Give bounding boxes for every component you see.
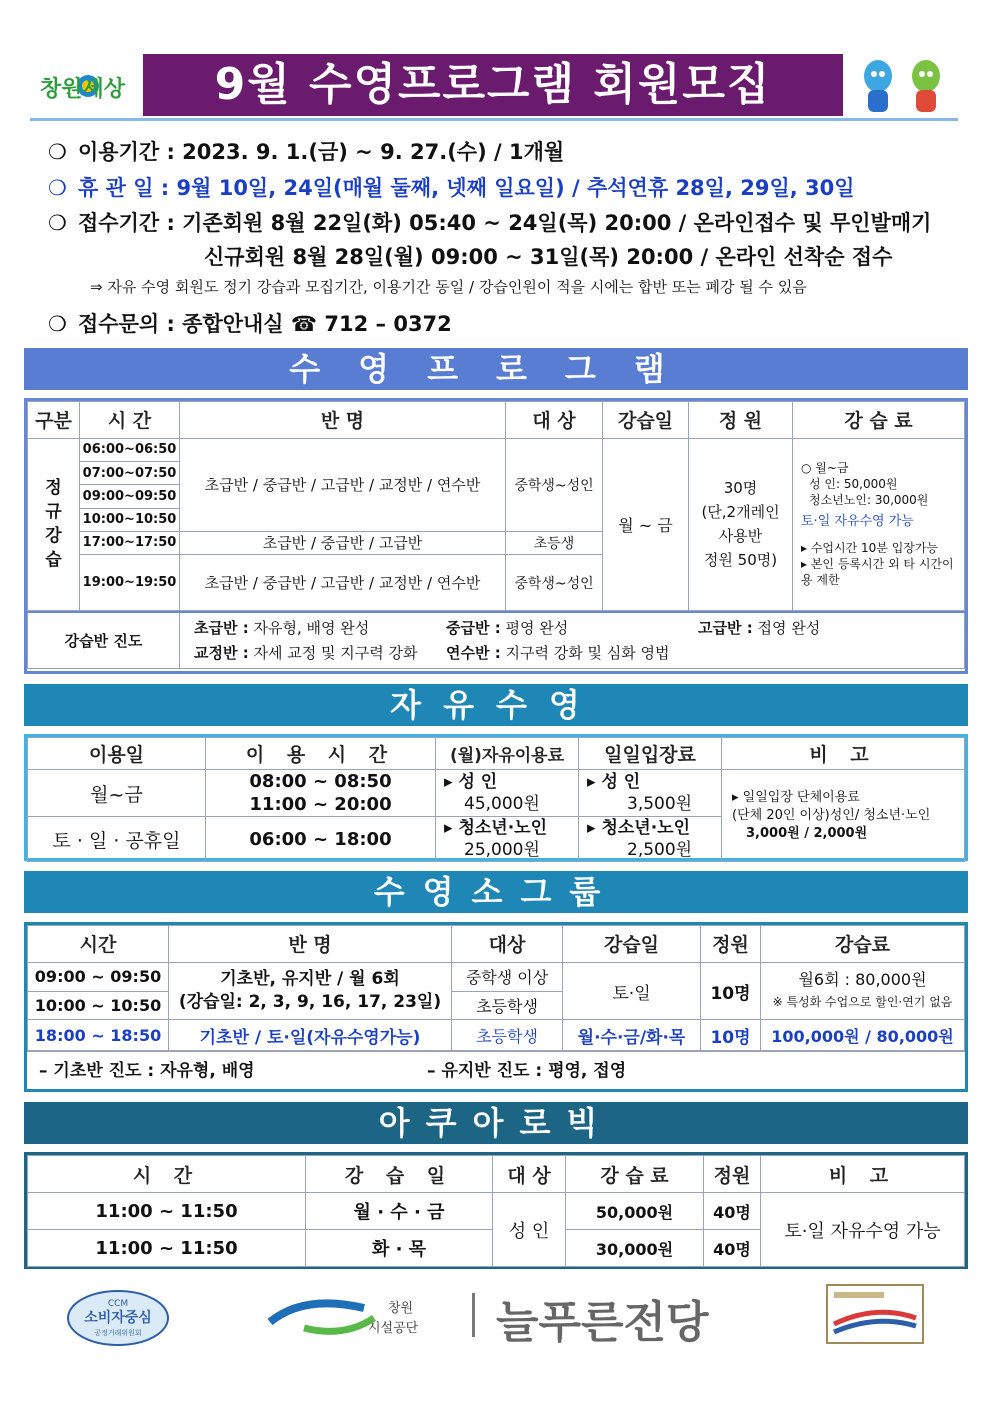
youth-month-fee: 25,000원 [464,840,540,860]
adult-day-fee: 3,500원 [627,794,693,814]
col-days: 강습일 [603,402,689,439]
group-days1: 토·일 [563,962,701,1019]
group-time1: 09:00 ~ 09:50 [28,962,169,991]
progress-label: 강습반 진도 [28,612,180,669]
service-quality-mark [826,1284,924,1344]
time-slot: 19:00~19:50 [80,555,180,611]
swim-program-heading: 수영프로그램 [24,348,968,390]
time-slot: 10:00~10:50 [80,508,180,531]
aqua-note: 토·일 자유수영 가능 [761,1193,965,1267]
aqua-fee2: 30,000원 [566,1230,704,1267]
col-fee: 강 습 료 [793,402,965,439]
maintain-progress: – 유지반 진도 : 평영, 접영 [427,1061,627,1081]
progress-value: 평영 완성 [505,618,569,637]
col-note: 비 고 [722,738,965,770]
corp-logo [264,1288,464,1348]
time-slot: 17:00~17:50 [80,531,180,554]
aqua-table [24,1152,968,1269]
brand-name: 늘푸른전당 [496,1297,709,1348]
col-capacity: 정 원 [689,402,793,439]
group-fee1-note: ※ 특성화 수업으로 할인·연기 없음 [772,995,953,1010]
fee-note2: ▸ 본인 등록시간 외 타 시간이용 제한 [801,557,954,588]
col-day: 이용일 [28,738,206,770]
col-time: 이 용 시 간 [206,738,436,770]
weekday-label: 월~금 [28,770,206,817]
time-slot: 07:00~07:50 [80,461,180,484]
group-fee1: 월6회 : 80,000원 [798,970,927,990]
adult-daily [579,770,722,817]
col-category: 구분 [28,402,80,439]
progress-key: 교정반 : [194,643,249,662]
col-capacity: 정원 [701,926,761,963]
group-note2: (단체 20인 이상)성인/ 청소년·노인 [732,807,931,823]
weekday-time2: 11:00 ~ 20:00 [249,794,392,815]
fee-weekend: 토·일 자유수영 가능 [801,514,914,530]
bullet-icon: ❍ [48,211,67,235]
bullet-icon: ❍ [48,176,67,200]
corp-name2: 시설공단 [368,1321,419,1336]
col-class: 반 명 [180,402,506,439]
small-group-heading: 수영소그룹 [24,871,968,913]
group-progress [27,1051,965,1090]
progress-key: 초급반 : [194,618,249,637]
target-c: 중학생~성인 [506,555,603,611]
weekday-times [206,770,436,817]
adult-month-fee: 45,000원 [464,794,540,814]
fee-youth: 청소년노인: 30,000원 [809,493,929,508]
reception-new: 신규회원 8월 28일(월) 09:00 ~ 31일(목) 20:00 / 온라인 선착순 접수 [204,245,893,269]
col-monthly: (월)자유이용료 [436,738,579,770]
ccm-top: CCM [107,1299,129,1309]
weekday-time1: 08:00 ~ 08:50 [249,771,392,792]
mascot-image [854,52,954,118]
group-days3: 월·수·금/화·목 [563,1020,701,1051]
col-fee: 강습료 [761,926,965,963]
aqua-fee1: 50,000원 [566,1193,704,1230]
time-slot: 09:00~09:50 [80,485,180,508]
youth-daily [579,817,722,862]
progress-value: 접영 완성 [757,618,821,637]
regular-class-label: 정규강습 [28,438,80,610]
info-inquiry [48,308,452,338]
inquiry-text: 접수문의 : 종합안내실 ☎ 712 – 0372 [78,312,452,336]
group-cap3: 10명 [701,1020,761,1051]
youth-label: ▸ 청소년·노인 [444,818,548,838]
progress-key: 중급반 : [446,618,501,637]
progress-value: 자유형, 배영 완성 [253,618,370,637]
swim-program-table [24,398,968,674]
reception-note: ⇒ 자유 수영 회원도 정기 강습과 모집기간, 이용기간 동일 / 강습인원이 적을 시에는 합반 또는 폐강 될 수 있음 [90,278,807,296]
weekend-time: 06:00 ~ 18:00 [206,817,436,862]
days-weekday: 월 ~ 금 [603,438,689,610]
class-list-a: 초급반 / 중급반 / 고급반 / 교정반 / 연수반 [180,438,506,531]
group-target3: 초등학생 [452,1020,563,1051]
logo-text: 창원세상 [40,77,126,102]
aqua-heading: 아쿠아로빅 [24,1102,968,1144]
group-class3: 기초반 / 토·일(자유수영가능) [169,1020,452,1051]
col-time: 시 간 [28,1156,306,1193]
info-period [48,136,564,166]
free-swim-heading: 자유수영 [24,684,968,726]
col-target: 대 상 [493,1156,566,1193]
fee-cell [793,438,965,610]
youth-label: ▸ 청소년·노인 [587,818,691,838]
weekend-label: 토 · 일 · 공휴일 [28,817,206,862]
col-time: 시간 [28,926,169,963]
group-time2: 10:00 ~ 10:50 [28,991,169,1020]
col-note: 비 고 [761,1156,965,1193]
aqua-time2: 11:00 ~ 11:50 [28,1230,306,1267]
group-fee1-cell [761,962,965,1019]
aqua-days1: 월 · 수 · 금 [306,1193,493,1230]
corp-name1: 창원 [388,1301,414,1316]
group-class1-name: 기초반, 유지반 / 월 6회 [220,969,400,990]
col-time: 시 간 [80,402,180,439]
info-reception [48,207,931,237]
group-cap1: 10명 [701,962,761,1019]
progress-key: 고급반 : [698,618,753,637]
closed-text: 휴 관 일 : 9월 10일, 24일(매월 둘째, 넷째 일요일) / 추석연휴 28일, 29일, 30일 [78,176,855,200]
ccm-main: 소비자중심 [84,1310,152,1326]
fee-adult: 성 인: 50,000원 [809,477,898,492]
group-class1-dates: (강습일: 2, 3, 9, 16, 17, 23일) [178,992,442,1013]
page-title: 9월 수영프로그램 회원모집 [143,54,843,116]
col-fee: 강 습 료 [566,1156,704,1193]
footer-divider [472,1293,475,1337]
aqua-target: 성 인 [493,1193,566,1267]
group-note [722,770,965,862]
youth-day-fee: 2,500원 [627,840,693,860]
class-list-b: 초급반 / 중급반 / 고급반 [180,531,506,554]
col-days: 강습일 [563,926,701,963]
col-capacity: 정원 [704,1156,761,1193]
aqua-cap1: 40명 [704,1193,761,1230]
aqua-cap2: 40명 [704,1230,761,1267]
time-slot: 06:00~06:50 [80,438,180,461]
fee-note1: ▸ 수업시간 10분 입장가능 [801,541,939,556]
reception-existing: 접수기간 : 기존회원 8월 22일(화) 05:40 ~ 24일(목) 20:00 / 온라인접수 및 무인발매기 [78,211,932,235]
col-class: 반 명 [169,926,452,963]
free-swim-table [24,734,968,861]
group-time3: 18:00 ~ 18:50 [28,1020,169,1051]
col-days: 강 습 일 [306,1156,493,1193]
col-target: 대상 [452,926,563,963]
capacity: 30명 (단,2개레인 사용반 정원 50명) [689,438,793,610]
basic-progress: – 기초반 진도 : 자유형, 배영 [39,1061,255,1081]
class-list-c: 초급반 / 중급반 / 고급반 / 교정반 / 연수반 [180,555,506,611]
ccm-badge [66,1288,170,1348]
group-target1: 중학생 이상 [452,962,563,991]
group-fee3: 100,000원 / 80,000원 [761,1020,965,1051]
youth-monthly [436,817,579,862]
adult-monthly [436,770,579,817]
changwon-logo [38,60,134,114]
progress-cell [180,612,965,669]
progress-value: 지구력 강화 및 심화 영법 [505,643,670,662]
progress-key: 연수반 : [446,643,501,662]
target-a: 중학생~성인 [506,438,603,531]
col-daily: 일일입장료 [579,738,722,770]
period-text: 이용기간 : 2023. 9. 1.(금) ~ 9. 27.(수) / 1개월 [78,140,565,164]
fee-line1: ○ 월~금 [801,461,849,476]
info-closed [48,172,855,202]
ccm-sub: 공정거래위원회 [94,1329,142,1337]
target-b: 초등생 [506,531,603,554]
adult-label: ▸ 성 인 [587,772,641,792]
group-target2: 초등학생 [452,991,563,1020]
aqua-days2: 화 · 목 [306,1230,493,1267]
col-target: 대 상 [506,402,603,439]
adult-label: ▸ 성 인 [444,772,498,792]
aqua-time1: 11:00 ~ 11:50 [28,1193,306,1230]
progress-value: 자세 교정 및 지구력 강화 [253,643,418,662]
bullet-icon: ❍ [48,140,67,164]
group-note3: 3,000원 / 2,000원 [746,825,868,841]
group-class1 [169,962,452,1019]
bullet-icon: ❍ [48,312,67,336]
group-note1: ▸ 일일입장 단체이용료 [732,789,860,805]
title-divider [30,118,958,121]
small-group-table [24,922,968,1092]
